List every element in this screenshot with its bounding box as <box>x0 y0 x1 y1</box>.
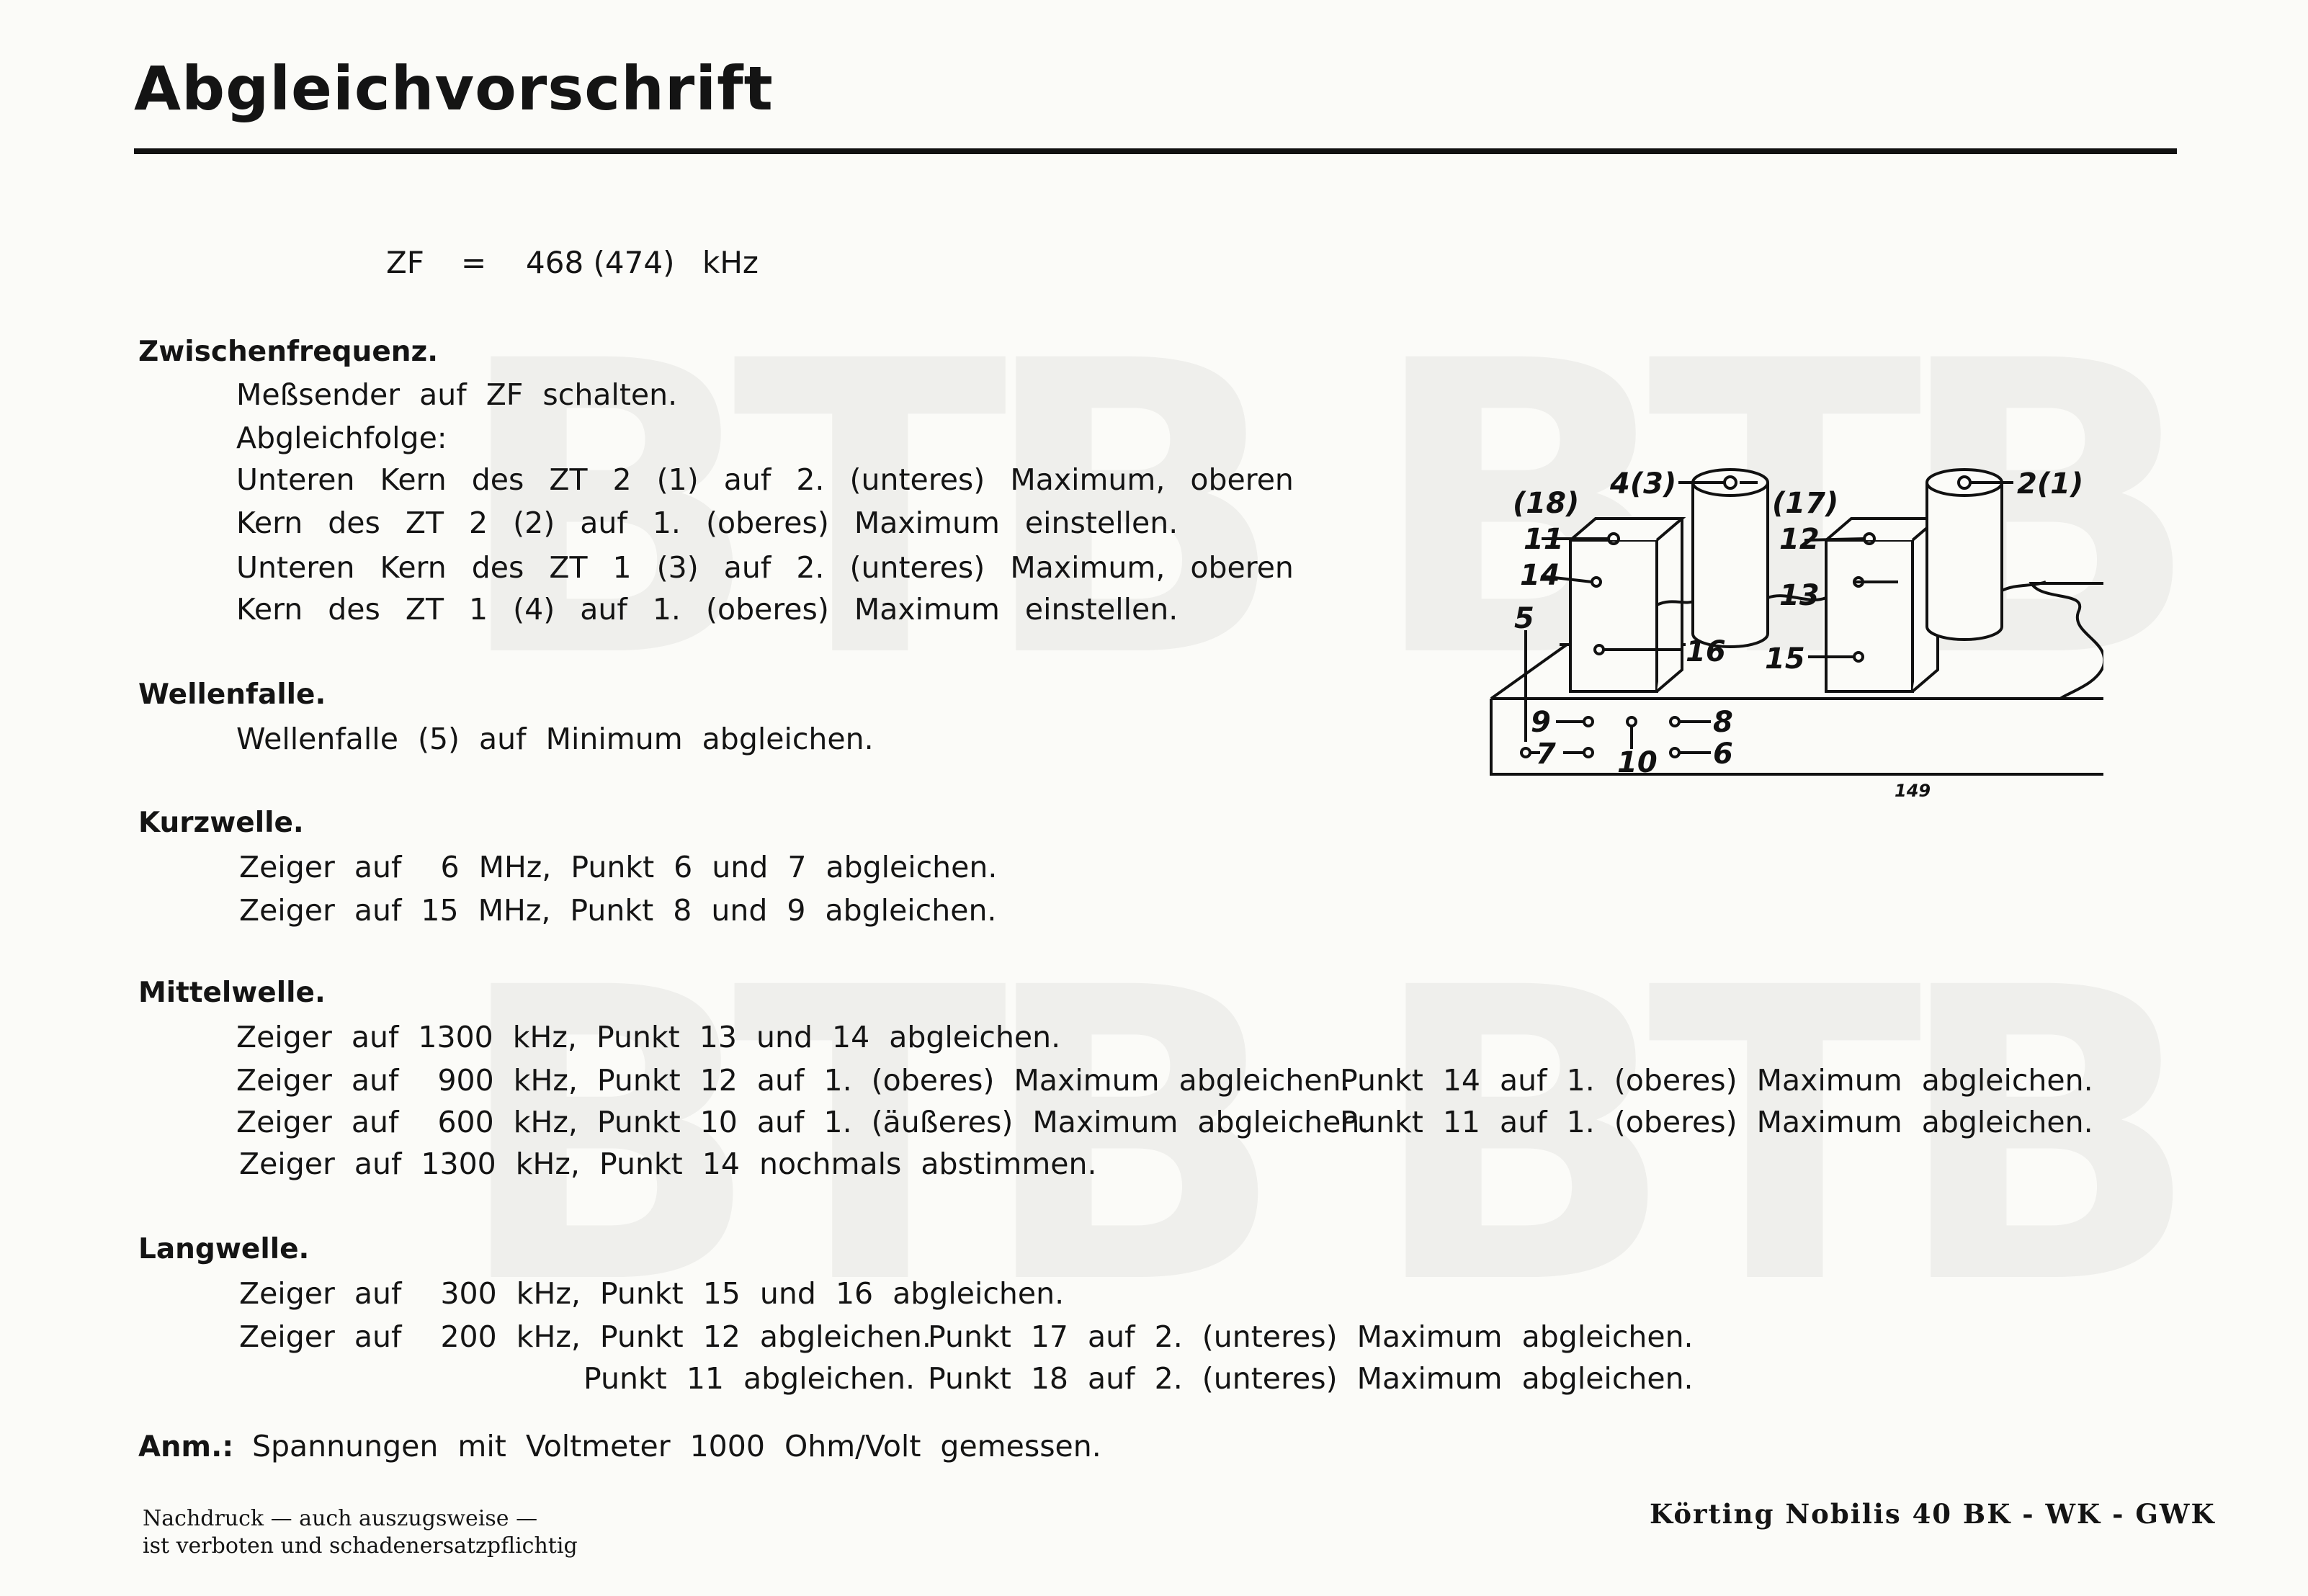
heading-mittelwelle: Mittelwelle. <box>138 977 326 1009</box>
wellenfalle-line: Wellenfalle (5) auf Minimum abgleichen. <box>236 722 874 756</box>
zf-line: Abgleichfolge: <box>236 421 447 455</box>
zf-line: Unteren Kern des ZT 1 (3) auf 2. (unteres) Maximum, oberen <box>236 550 1294 585</box>
label-9: 9 <box>1531 706 1551 739</box>
zf-line: Kern des ZT 1 (4) auf 1. (oberes) Maximum einstellen. <box>236 592 1178 627</box>
alignment-diagram <box>1470 461 2103 814</box>
zf-line: Kern des ZT 2 (2) auf 1. (oberes) Maximum einstellen. <box>236 506 1178 540</box>
mittelwelle-line: Zeiger auf 1300 kHz, Punkt 14 nochmals abstimmen. <box>239 1147 1097 1181</box>
zt1-cylinder <box>1693 483 1768 647</box>
copyright-note: Nachdruck — auch auszugsweise — ist verboten und schadenersatzpflichtig <box>143 1506 578 1559</box>
zf-value: 468 (474) <box>526 245 675 280</box>
zt2-block <box>1826 540 1913 691</box>
langwelle-right-line: Punkt 17 auf 2. (unteres) Maximum abgleichen. <box>928 1319 1694 1354</box>
label-6: 6 <box>1713 738 1733 771</box>
langwelle-line: Zeiger auf 200 kHz, Punkt 12 abgleichen. <box>239 1319 931 1354</box>
langwelle-line: Punkt 11 abgleichen. <box>583 1361 915 1396</box>
figure-number: 149 <box>1895 781 1931 801</box>
label-16: 16 <box>1686 635 1726 668</box>
mittelwelle-line: Zeiger auf 600 kHz, Punkt 10 auf 1. (äußeres) Maximum abgleichen. <box>236 1105 1369 1139</box>
page-title: Abgleichvorschrift <box>134 53 774 124</box>
heading-kurzwelle: Kurzwelle. <box>138 807 304 839</box>
model-name: Körting Nobilis 40 BK - WK - GWK <box>1650 1498 2216 1530</box>
langwelle-right-line: Punkt 18 auf 2. (unteres) Maximum abgleichen. <box>928 1361 1694 1396</box>
mittelwelle-line: Zeiger auf 1300 kHz, Punkt 13 und 14 abgleichen. <box>236 1020 1061 1054</box>
anm-text: Spannungen mit Voltmeter 1000 Ohm/Volt gemessen. <box>252 1429 1101 1463</box>
label-13: 13 <box>1779 579 1820 612</box>
kurzwelle-line: Zeiger auf 15 MHz, Punkt 8 und 9 abgleichen. <box>239 893 997 928</box>
zf-equals: = <box>461 245 487 280</box>
anm-label: Anm.: <box>138 1430 234 1463</box>
zf-line: Meßsender auf ZF schalten. <box>236 377 678 412</box>
zf-line: Unteren Kern des ZT 2 (1) auf 2. (unteres) Maximum, oberen <box>236 462 1294 497</box>
label-17: (17) <box>1772 487 1839 520</box>
label-2-1: 2(1) <box>2017 467 2084 501</box>
label-11: 11 <box>1524 523 1564 556</box>
label-12: 12 <box>1779 523 1820 556</box>
label-5: 5 <box>1514 602 1534 635</box>
heading-langwelle: Langwelle. <box>138 1233 310 1265</box>
langwelle-line: Zeiger auf 300 kHz, Punkt 15 und 16 abgleichen. <box>239 1276 1065 1311</box>
zt1-block <box>1570 540 1657 691</box>
label-4-3: 4(3) <box>1610 467 1677 501</box>
label-8: 8 <box>1713 706 1733 739</box>
zf-label: ZF <box>386 245 424 280</box>
mittelwelle-line: Zeiger auf 900 kHz, Punkt 12 auf 1. (oberes) Maximum abgleichen. <box>236 1063 1351 1098</box>
zf-unit: kHz <box>702 245 759 280</box>
zt2-cylinder <box>1927 483 2002 640</box>
kurzwelle-line: Zeiger auf 6 MHz, Punkt 6 und 7 abgleichen. <box>239 850 998 884</box>
label-18: (18) <box>1513 487 1580 520</box>
heading-zwischenfrequenz: Zwischenfrequenz. <box>138 336 439 368</box>
heading-wellenfalle: Wellenfalle. <box>138 678 326 711</box>
label-15: 15 <box>1765 642 1805 676</box>
title-rule <box>134 148 2177 154</box>
label-14: 14 <box>1520 559 1560 592</box>
mittelwelle-right-line: Punkt 14 auf 1. (oberes) Maximum abgleichen. <box>1340 1063 2093 1098</box>
label-10: 10 <box>1617 746 1658 779</box>
mittelwelle-right-line: Punkt 11 auf 1. (oberes) Maximum abgleichen. <box>1340 1105 2093 1139</box>
label-7: 7 <box>1536 738 1556 771</box>
